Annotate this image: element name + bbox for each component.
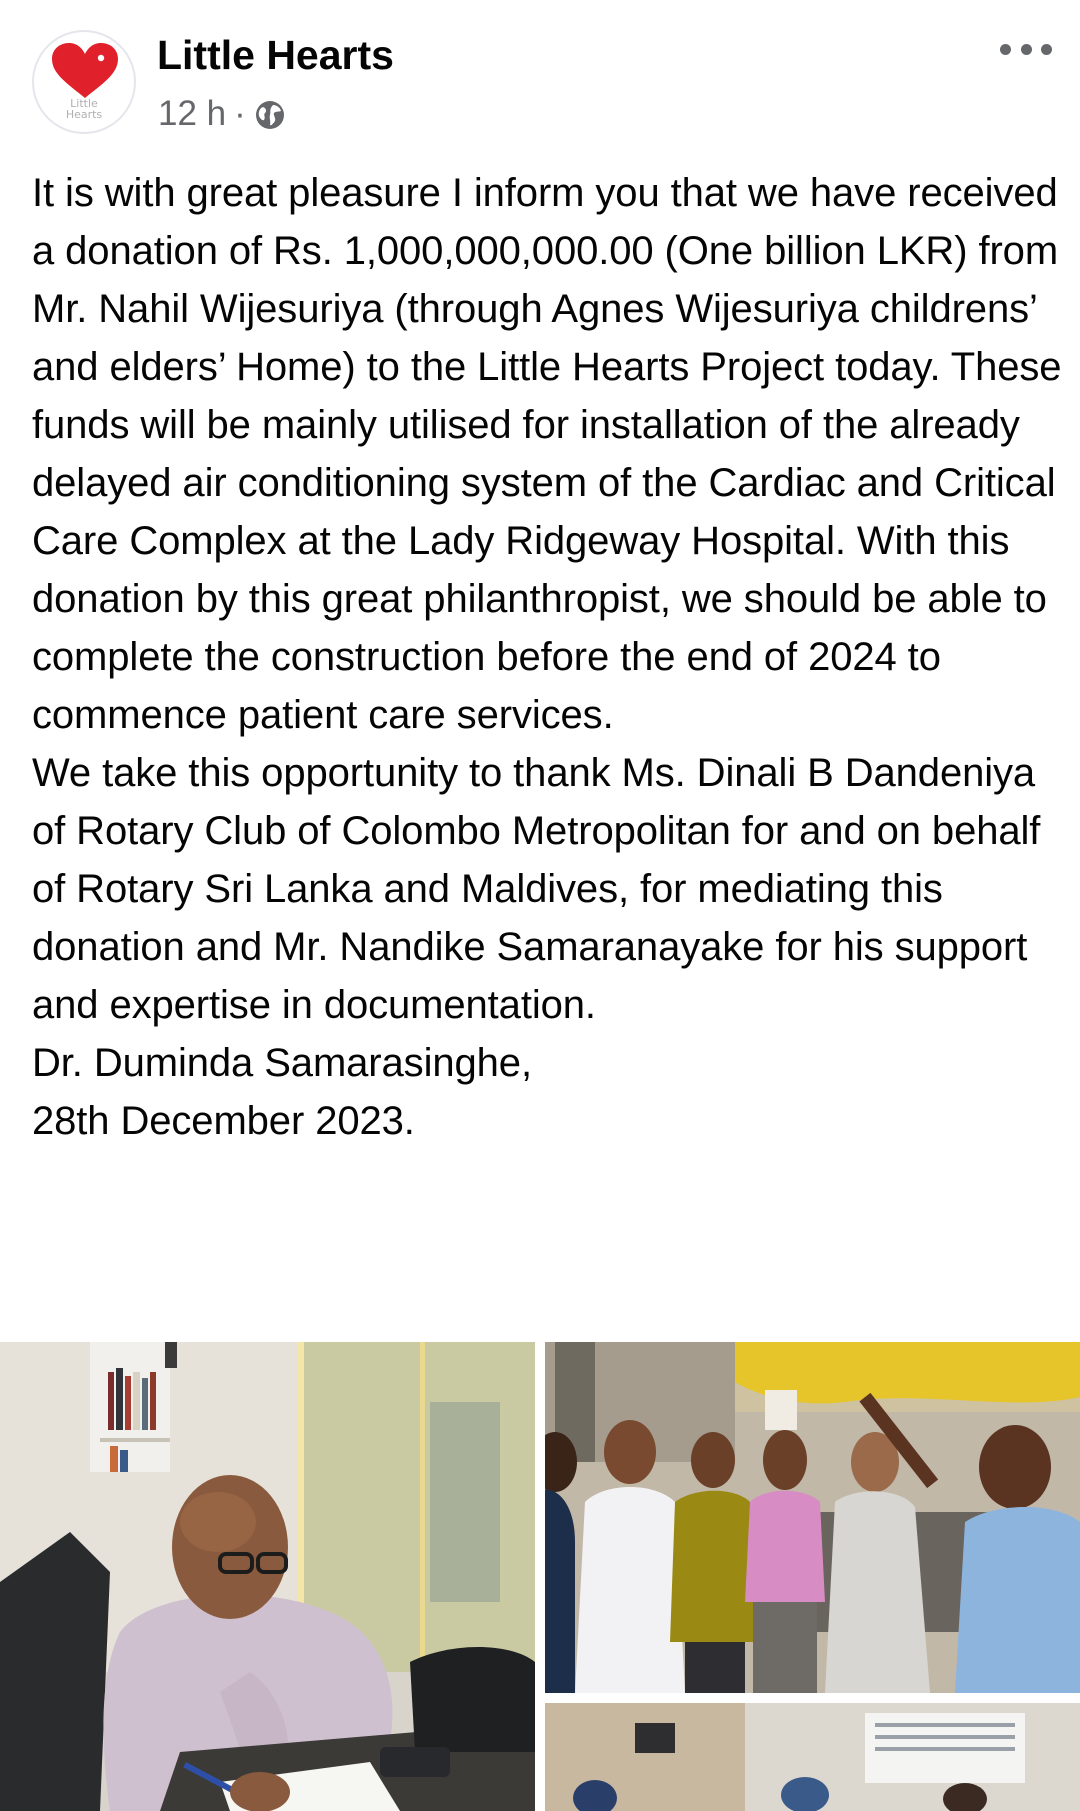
post-paragraph: It is with great pleasure I inform you that we have received a donation of Rs. 1,000,000,000.00 (One billion LKR) from Mr. Nahil Wijesuriya (through Agnes Wijesuriya childrens’ and elders’ Home) to the Little Hearts Project today. These funds will be mainly utilised for installation of the already delayed air conditioning system of the Cardiac and Critical Care Complex at the Lady Ridgeway Hospital. With this donation by this great philanthropist, we should be able to complete the construction before the end of 2024 to commence patient care services.: [32, 171, 1062, 737]
globe-icon: [254, 99, 286, 131]
page-name[interactable]: Little Hearts: [157, 32, 394, 78]
post-meta: [158, 92, 286, 136]
heart-logo-icon: [50, 42, 120, 100]
avatar-caption-line2: Hearts: [65, 108, 103, 121]
more-dot: [1021, 44, 1032, 55]
post-header: [0, 0, 1080, 150]
post-paragraph: We take this opportunity to thank Ms. Dinali B Dandeniya of Rotary Club of Colombo Metropolitan for and on behalf of Rotary Sri Lanka and Maldives, for mediating this donation and Mr. Nandike Samaranayake for his support and expertise in documentation.: [32, 751, 1041, 1027]
post-body: [32, 164, 1062, 1150]
photo-office-room[interactable]: [545, 1703, 1080, 1811]
more-dot: [1000, 44, 1011, 55]
avatar-caption-line1: Little: [70, 97, 98, 110]
post-signature: Dr. Duminda Samarasinghe,: [32, 1041, 532, 1085]
post-time[interactable]: 12 h: [158, 94, 227, 133]
avatar-caption: [34, 98, 134, 120]
photo-group-of-people[interactable]: [545, 1342, 1080, 1693]
meta-separator: ·: [234, 94, 246, 133]
page-avatar[interactable]: [32, 30, 136, 134]
more-dot: [1041, 44, 1052, 55]
photo-man-signing-document[interactable]: [0, 1342, 535, 1811]
post-date: 28th December 2023.: [32, 1099, 415, 1143]
more-options-icon[interactable]: [1000, 36, 1052, 62]
